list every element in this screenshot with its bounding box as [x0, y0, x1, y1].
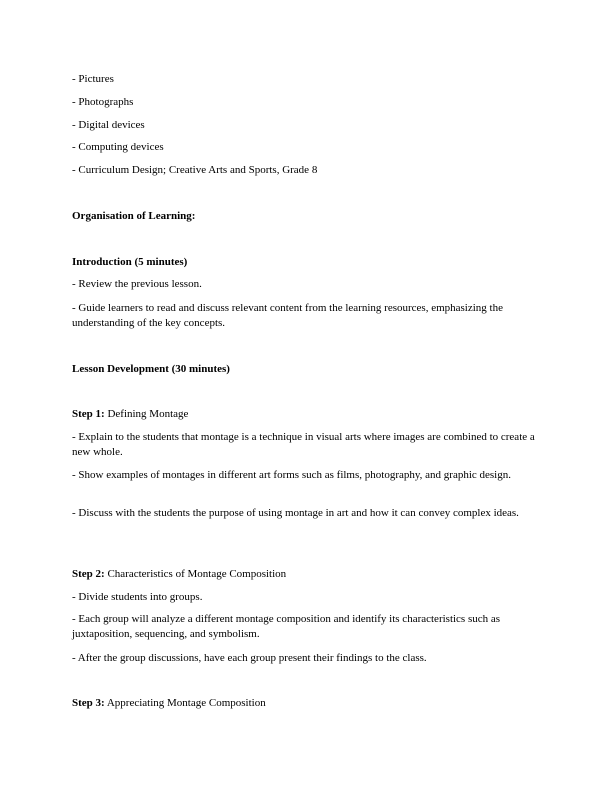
step-1-item: - Discuss with the students the purpose of using montage in art and how it can convey complex ideas.	[72, 507, 519, 519]
organisation-heading: Organisation of Learning:	[72, 210, 196, 222]
step-1-title: Defining Montage	[104, 408, 189, 420]
resource-item: - Digital devices	[72, 119, 145, 131]
resource-item: - Photographs	[72, 96, 134, 108]
step-2-heading	[72, 567, 544, 582]
introduction-item: - Review the previous lesson.	[72, 278, 202, 290]
introduction-heading: Introduction (5 minutes)	[72, 256, 188, 268]
step-2-item: - Divide students into groups.	[72, 591, 203, 603]
step-3-label: Step 3:	[72, 697, 105, 709]
resource-item: - Curriculum Design; Creative Arts and Sports, Grade 8	[72, 164, 318, 176]
step-1-item: - Explain to the students that montage is a technique in visual arts where images are combined to create a new whole.	[72, 431, 535, 458]
introduction-item: - Guide learners to read and discuss relevant content from the learning resources, emphasizing the understanding of the key concepts.	[72, 302, 503, 329]
step-3-heading	[72, 696, 544, 711]
step-2-item: - After the group discussions, have each group present their findings to the class.	[72, 652, 427, 664]
step-2-label: Step 2:	[72, 568, 105, 580]
step-1-item: - Show examples of montages in different art forms such as films, photography, and graphic design.	[72, 469, 511, 481]
step-1-heading	[72, 407, 544, 422]
lesson-development-heading: Lesson Development (30 minutes)	[72, 363, 230, 375]
step-2-item: - Each group will analyze a different montage composition and identify its characteristics such as juxtaposition, sequencing, and symbolism.	[72, 613, 501, 640]
step-1-label: Step 1:	[72, 408, 105, 420]
resource-item: - Computing devices	[72, 141, 164, 153]
step-2-title: Characteristics of Montage Composition	[104, 568, 287, 580]
resource-item: - Pictures	[72, 73, 114, 85]
step-3-title: Appreciating Montage Composition	[104, 697, 266, 709]
